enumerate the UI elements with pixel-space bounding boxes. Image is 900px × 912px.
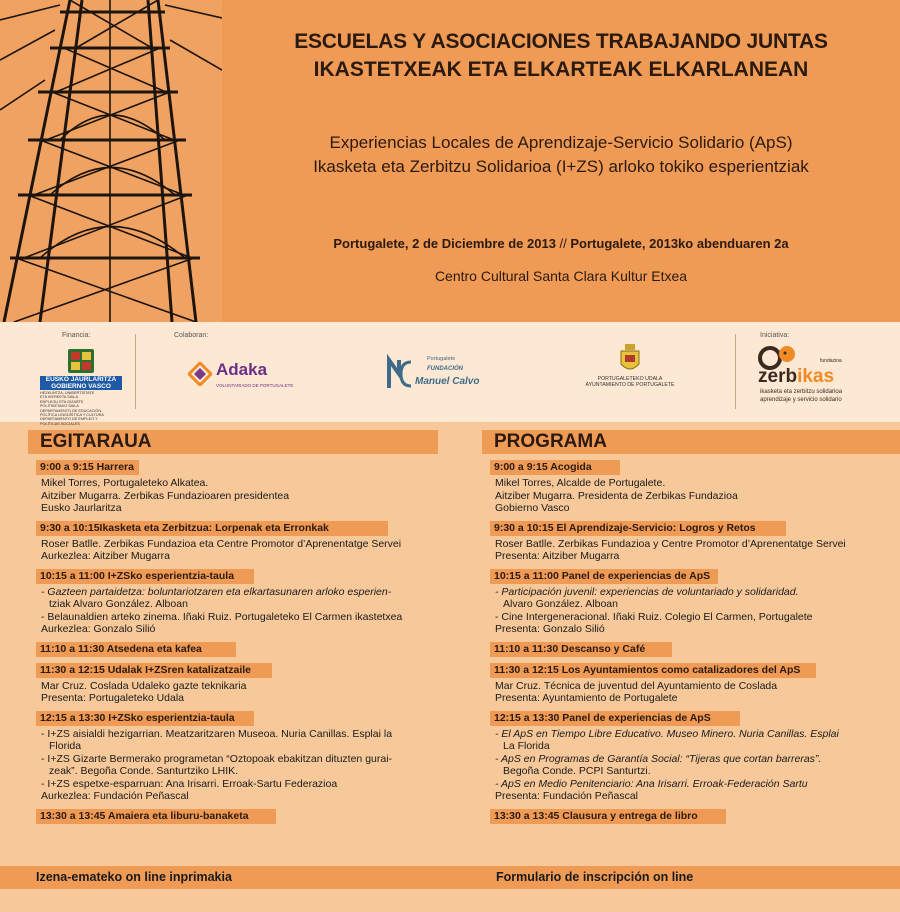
agenda-item <box>490 569 900 636</box>
adaka-tagline: VOLUNTARIADO DE PORTUGALETE <box>216 383 294 388</box>
agenda-line: - El ApS en Tiempo Libre Educativo. Museo Minero. Nuria Canillas. Esplai <box>495 727 839 740</box>
program-spanish <box>490 460 900 830</box>
mc-fundacion: FUNDACIÓN <box>427 366 463 372</box>
gv-small: HEZKUNTZA, UNIBERTSITATE <box>40 391 95 395</box>
financia-label: Financia: <box>62 332 91 339</box>
time-slot: 13:30 a 13:45 Clausura y entrega de libro <box>490 809 726 824</box>
agenda-line: Presenta: Aitziber Mugarra <box>495 550 620 562</box>
gv-small: POLITIKETAKO SAILA <box>40 404 79 409</box>
agenda-line: Presenta: Gonzalo Silió <box>495 623 605 635</box>
adaka-name: Adaka <box>216 360 268 379</box>
agenda-line: Alvaro González. Alboan <box>503 598 618 610</box>
agenda-line: tziak Alvaro González. Alboan <box>49 598 188 610</box>
time-slot: 11:10 a 11:30 Atsedena eta kafea <box>36 642 236 657</box>
agenda-line: Mar Cruz. Coslada Udaleko gazte teknikaria <box>41 679 247 692</box>
agenda-line: Begoña Conde. PCPI Santurtzi. <box>503 765 651 777</box>
time-slot: 9:00 a 9:15 Harrera <box>36 460 139 475</box>
agenda-item <box>490 521 900 563</box>
iniciativa-label: Iniciativa: <box>760 332 790 339</box>
zb-fundazioa: fundazioa <box>820 358 842 364</box>
town-crest-icon <box>619 344 641 374</box>
agenda-item <box>36 569 456 636</box>
agenda-line: Mar Cruz. Técnica de juventud del Ayuntamiento de Coslada <box>495 679 778 692</box>
agenda-line: Presenta: Fundación Peñascal <box>495 790 639 802</box>
subtitle-spanish: Experiencias Locales de Aprendizaje-Servicio Solidario (ApS) <box>329 133 793 152</box>
time-slot: 9:30 a 10:15 El Aprendizaje-Servicio: Logros y Retos <box>490 521 786 536</box>
gobierno-vasco-logo <box>40 348 122 426</box>
agenda-item <box>36 521 456 563</box>
gv-small-text <box>40 391 122 426</box>
gv-small: POLÍTICAS SOCIALES <box>40 421 80 426</box>
agenda-line: zeak”. Begoña Conde. Santurtziko LHIK. <box>49 765 239 777</box>
header-banner <box>0 0 900 322</box>
agenda-line: Presenta: Portugaleteko Udala <box>41 692 185 704</box>
subtitle-basque: Ikasketa eta Zerbitzu Solidarioa (I+ZS) arloko tokiko esperientziak <box>313 157 809 176</box>
event-date <box>222 236 900 251</box>
agenda-item <box>36 711 456 803</box>
date-basque: Portugalete, 2013ko abenduaren 2a <box>570 236 789 251</box>
zb-tag-es: aprendizaje y servicio solidario <box>760 397 842 403</box>
time-slot: 9:00 a 9:15 Acogida <box>490 460 620 475</box>
sponsor-divider <box>135 334 136 409</box>
agenda-line: - Gazteen partaidetza: boluntariotzaren eta elkartasunaren arloko esperien- <box>41 585 392 598</box>
time-slot: 11:10 a 11:30 Descanso y Café <box>490 642 672 657</box>
gv-line2: GOBIERNO VASCO <box>40 383 122 390</box>
event-venue: Centro Cultural Santa Clara Kultur Etxea <box>434 268 688 284</box>
adaka-diamond-icon <box>188 362 212 386</box>
agenda-line: Mikel Torres, Portugaleteko Alkatea. <box>41 477 209 489</box>
agenda-item <box>36 460 456 515</box>
agenda-line: Roser Batlle. Zerbikas Fundazioa y Centre Promotor d’Aprenentatge Servei <box>495 537 846 550</box>
agenda-line: Gobierno Vasco <box>495 502 570 514</box>
title-spanish: ESCUELAS Y ASOCIACIONES TRABAJANDO JUNTAS <box>294 30 828 53</box>
agenda-item <box>490 642 900 657</box>
program-basque <box>36 460 456 830</box>
agenda-line: Aitziber Mugarra. Zerbikas Fundazioaren presidentea <box>41 489 290 502</box>
ayuntamiento-logo <box>580 344 680 388</box>
mc-city: Portugalete <box>427 356 456 362</box>
sponsor-divider <box>735 334 736 409</box>
coat-of-arms-icon <box>66 348 96 374</box>
gv-line1: EUSKO JAURLARITZA <box>40 376 122 383</box>
gv-small: ENPLEGU ETA GIZARTE <box>40 399 84 404</box>
time-slot: 11:30 a 12:15 Los Ayuntamientos como catalizadores del ApS <box>490 663 816 678</box>
agenda-line: Aitziber Mugarra. Presidenta de Zerbikas Fundazioa <box>495 489 738 502</box>
date-separator: // <box>555 236 571 251</box>
time-slot: 11:30 a 12:15 Udalak I+ZSren katalizatzaile <box>36 663 272 678</box>
agenda-line: Aurkezlea: Aitziber Mugarra <box>41 550 170 562</box>
bridge-tower-icon <box>0 0 222 322</box>
date-spanish: Portugalete, 2 de Diciembre de 2013 <box>333 236 556 251</box>
zb-tag-eu: ikasketa eta zerbitzu solidarioa <box>760 389 843 395</box>
agenda-line: - I+ZS Gizarte Bermerako programetan “Oztopoak ebakitzan dituzten gurai- <box>41 752 393 765</box>
time-slot: 10:15 a 11:00 Panel de experiencias de ApS <box>490 569 718 584</box>
title-basque: IKASTETXEAK ETA ELKARTEAK ELKARLANEAN <box>313 58 809 81</box>
agenda-line: Eusko Jaurlaritza <box>41 502 122 514</box>
time-slot: 13:30 a 13:45 Amaiera eta liburu-banaketa <box>36 809 276 824</box>
gv-small: ETA IKERKETA SAILA <box>40 395 79 400</box>
agenda-line: Mikel Torres, Alcalde de Portugalete. <box>495 477 666 489</box>
agenda-item <box>490 663 900 705</box>
registration-link-basque[interactable]: Izena-emateko on line inprimakia <box>36 870 232 884</box>
ayto-es: AYUNTAMIENTO DE PORTUGALETE <box>585 382 675 388</box>
agenda-item <box>490 460 900 515</box>
agenda-line: - Participación juvenil: experiencias de voluntariado y solidaridad. <box>495 585 799 598</box>
time-slot: 12:15 a 13:30 Panel de experiencias de ApS <box>490 711 740 726</box>
agenda-line: - Cine Intergeneracional. Iñaki Ruiz. Colegio El Carmen, Portugalete <box>495 610 813 623</box>
agenda-line: Aurkezlea: Gonzalo Silió <box>41 623 156 635</box>
sponsors-strip <box>0 322 900 426</box>
zerbikas-logo <box>758 344 868 406</box>
agenda-line: Florida <box>49 740 82 752</box>
heading-programa: PROGRAMA <box>482 430 900 454</box>
zb-name <box>758 366 834 388</box>
agenda-line: Presenta: Ayuntamiento de Portugalete <box>495 692 678 704</box>
agenda-line: - Belaunaldien arteko zinema. Iñaki Ruiz. Portugaleteko El Carmen ikastetxea <box>41 610 403 623</box>
agenda-item <box>36 809 456 824</box>
gv-small: DEPARTAMENTO DE EMPLEO Y <box>40 417 98 422</box>
agenda-line: La Florida <box>503 740 550 752</box>
zb-name-b: ikas <box>797 366 835 387</box>
agenda-item <box>36 642 456 657</box>
time-slot: 10:15 a 11:00 I+ZSko esperientzia-taula <box>36 569 254 584</box>
mc-name: Manuel Calvo <box>415 376 480 387</box>
agenda-line: - ApS en Medio Penitenciario: Ana Irisarri. Erroak-Federación Sartu <box>495 777 808 790</box>
manuel-calvo-icon <box>385 354 415 392</box>
agenda-line: - I+ZS espetxe-esparruan: Ana Irisarri. Erroak-Sartu Federazioa <box>41 777 338 790</box>
agenda-line: - ApS en Programas de Garantía Social: “Tijeras que cortan barreras”. <box>495 752 822 765</box>
agenda-item <box>490 809 900 824</box>
zb-name-a: zerb <box>758 366 798 387</box>
agenda-line: Aurkezlea: Fundación Peñascal <box>41 790 189 802</box>
registration-link-spanish[interactable]: Formulario de inscripción on line <box>496 870 694 884</box>
gv-small: POLÍTICA LINGÜÍSTICA Y CULTURA <box>40 413 104 418</box>
bridge-tower-image <box>0 0 222 322</box>
agenda-line: - I+ZS aisialdi hezigarrian. Meatzaritzaren Museoa. Nuria Canillas. Esplai la <box>41 727 393 740</box>
registration-bar <box>0 866 900 889</box>
agenda-item <box>36 663 456 705</box>
colaboran-label: Colaboran: <box>174 332 209 339</box>
heading-egitaraua: EGITARAUA <box>28 430 438 454</box>
manuel-calvo-logo <box>385 352 480 398</box>
agenda-line: Roser Batlle. Zerbikas Fundazioa eta Centre Promotor d’Aprenentatge Servei <box>41 537 402 550</box>
agenda-item <box>490 711 900 803</box>
adaka-logo <box>188 360 298 394</box>
time-slot: 12:15 a 13:30 I+ZSko esperientzia-taula <box>36 711 254 726</box>
gv-small: DEPARTAMENTO DE EDUCACIÓN, <box>40 408 103 413</box>
ayto-eu: PORTUGALETEKO UDALA <box>597 376 663 382</box>
time-slot: 9:30 a 10:15Ikasketa eta Zerbitzua: Lorpenak eta Erronkak <box>36 521 388 536</box>
